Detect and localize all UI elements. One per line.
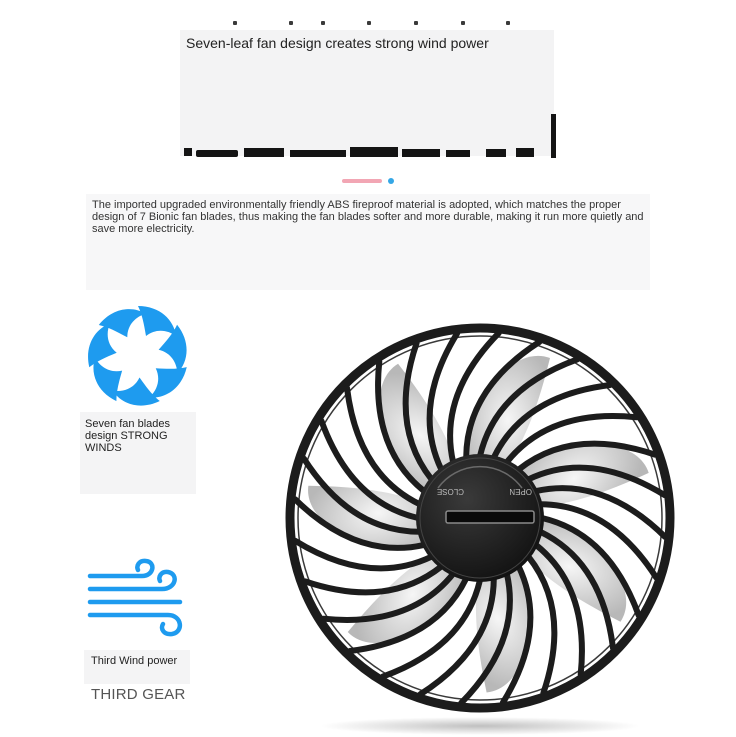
description-text: The imported upgraded environmentally friendly ABS fireproof material is adopted, which matches the proper design of 7 Bionic fan blades, thus making the fan blades softer and more durable, making it run more quietly and save more electricity. [92,199,644,235]
fan-shadow [320,717,640,735]
fan-blades-icon [86,304,190,408]
cropped-mark [289,21,293,25]
feature-label-wind: Third Wind power [91,655,178,667]
cropped-mark [321,21,325,25]
headline-text: Seven-leaf fan design creates strong wind power [186,35,489,51]
hub-slot [446,511,534,523]
cropped-mark [367,21,371,25]
feature-sublabel-gear: THIRD GEAR [91,686,186,703]
carousel-indicator-active[interactable] [342,179,382,183]
wind-icon [84,556,194,640]
feature-label-blades: Seven fan blades design STRONG WINDS [85,418,171,454]
hub-open-label: OPEN [509,487,532,496]
cropped-mark [414,21,418,25]
cropped-mark [233,21,237,25]
cropped-mark [506,21,510,25]
cropped-mark [461,21,465,25]
hub-close-label: CLOSE [436,487,464,496]
carousel-indicator-dot[interactable] [388,178,394,184]
fan-product-image [270,318,690,737]
